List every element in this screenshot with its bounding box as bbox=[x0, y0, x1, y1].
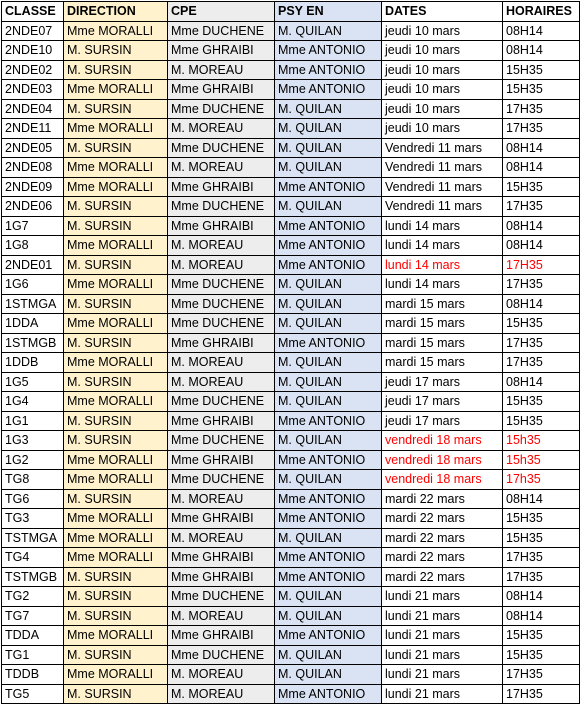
table-row bbox=[2, 41, 580, 61]
cell-cpe: M. MOREAU bbox=[168, 158, 275, 178]
cell-classe: TSTMGA bbox=[2, 528, 64, 548]
cell-cpe: M. MOREAU bbox=[168, 353, 275, 373]
cell-classe: TG8 bbox=[2, 470, 64, 490]
cell-date: mardi 15 mars bbox=[382, 333, 503, 353]
cell-direction: Mme MORALLI bbox=[64, 548, 168, 568]
cell-psy-en: Mme ANTONIO bbox=[275, 177, 382, 197]
cell-psy-en: M. QUILAN bbox=[275, 528, 382, 548]
cell-direction: M. SURSIN bbox=[64, 645, 168, 665]
table-row bbox=[2, 470, 580, 490]
cell-horaire: 08H14 bbox=[503, 587, 580, 607]
cell-psy-en: Mme ANTONIO bbox=[275, 60, 382, 80]
cell-horaire: 15H35 bbox=[503, 528, 580, 548]
cell-horaire: 15H35 bbox=[503, 645, 580, 665]
cell-date: lundi 21 mars bbox=[382, 587, 503, 607]
cell-date: jeudi 10 mars bbox=[382, 21, 503, 41]
table-row bbox=[2, 60, 580, 80]
cell-horaire: 17H35 bbox=[503, 353, 580, 373]
cell-direction: M. SURSIN bbox=[64, 606, 168, 626]
table-row bbox=[2, 567, 580, 587]
cell-horaire: 08H14 bbox=[503, 41, 580, 61]
cell-classe: 2NDE10 bbox=[2, 41, 64, 61]
cell-classe: 1G2 bbox=[2, 450, 64, 470]
cell-direction: M. SURSIN bbox=[64, 60, 168, 80]
cell-classe: 1DDB bbox=[2, 353, 64, 373]
cell-date: lundi 21 mars bbox=[382, 645, 503, 665]
table-row bbox=[2, 255, 580, 275]
cell-classe: 1G4 bbox=[2, 392, 64, 412]
cell-direction: Mme MORALLI bbox=[64, 528, 168, 548]
cell-cpe: Mme GHRAIBI bbox=[168, 450, 275, 470]
table-row bbox=[2, 21, 580, 41]
cell-psy-en: M. QUILAN bbox=[275, 645, 382, 665]
cell-cpe: M. MOREAU bbox=[168, 236, 275, 256]
table-row bbox=[2, 99, 580, 119]
cell-psy-en: M. QUILAN bbox=[275, 314, 382, 334]
table-row bbox=[2, 80, 580, 100]
cell-direction: Mme MORALLI bbox=[64, 353, 168, 373]
cell-cpe: M. MOREAU bbox=[168, 606, 275, 626]
cell-psy-en: Mme ANTONIO bbox=[275, 333, 382, 353]
cell-date: mardi 22 mars bbox=[382, 567, 503, 587]
cell-classe: TG5 bbox=[2, 684, 64, 704]
cell-classe: TDDA bbox=[2, 626, 64, 646]
cell-date: vendredi 18 mars bbox=[382, 470, 503, 490]
cell-date: jeudi 10 mars bbox=[382, 60, 503, 80]
cell-date: lundi 21 mars bbox=[382, 665, 503, 685]
cell-psy-en: M. QUILAN bbox=[275, 665, 382, 685]
cell-horaire: 17H35 bbox=[503, 99, 580, 119]
cell-psy-en: M. QUILAN bbox=[275, 606, 382, 626]
cell-psy-en: Mme ANTONIO bbox=[275, 411, 382, 431]
cell-horaire: 17H35 bbox=[503, 567, 580, 587]
cell-date: jeudi 10 mars bbox=[382, 80, 503, 100]
cell-cpe: M. MOREAU bbox=[168, 665, 275, 685]
table-row bbox=[2, 236, 580, 256]
cell-classe: 2NDE01 bbox=[2, 255, 64, 275]
cell-classe: TG4 bbox=[2, 548, 64, 568]
cell-psy-en: Mme ANTONIO bbox=[275, 80, 382, 100]
cell-psy-en: M. QUILAN bbox=[275, 431, 382, 451]
cell-psy-en: Mme ANTONIO bbox=[275, 41, 382, 61]
cell-date: jeudi 17 mars bbox=[382, 411, 503, 431]
table-row bbox=[2, 197, 580, 217]
cell-direction: Mme MORALLI bbox=[64, 275, 168, 295]
cell-psy-en: M. QUILAN bbox=[275, 372, 382, 392]
cell-psy-en: Mme ANTONIO bbox=[275, 509, 382, 529]
cell-cpe: Mme GHRAIBI bbox=[168, 626, 275, 646]
cell-horaire: 17H35 bbox=[503, 197, 580, 217]
cell-cpe: Mme GHRAIBI bbox=[168, 333, 275, 353]
cell-horaire: 08H14 bbox=[503, 216, 580, 236]
cell-classe: 1G5 bbox=[2, 372, 64, 392]
cell-psy-en: M. QUILAN bbox=[275, 294, 382, 314]
cell-horaire: 15H35 bbox=[503, 509, 580, 529]
cell-direction: M. SURSIN bbox=[64, 587, 168, 607]
cell-classe: 1G6 bbox=[2, 275, 64, 295]
cell-direction: Mme MORALLI bbox=[64, 21, 168, 41]
cell-cpe: Mme DUCHENE bbox=[168, 197, 275, 217]
cell-date: jeudi 17 mars bbox=[382, 372, 503, 392]
cell-direction: M. SURSIN bbox=[64, 138, 168, 158]
header-direction: DIRECTION bbox=[64, 2, 168, 22]
cell-horaire: 15H35 bbox=[503, 626, 580, 646]
cell-cpe: M. MOREAU bbox=[168, 60, 275, 80]
cell-direction: Mme MORALLI bbox=[64, 509, 168, 529]
cell-psy-en: Mme ANTONIO bbox=[275, 567, 382, 587]
table-row bbox=[2, 392, 580, 412]
cell-direction: Mme MORALLI bbox=[64, 392, 168, 412]
cell-date: mardi 15 mars bbox=[382, 294, 503, 314]
cell-date: vendredi 18 mars bbox=[382, 450, 503, 470]
cell-date: lundi 21 mars bbox=[382, 626, 503, 646]
cell-date: mardi 15 mars bbox=[382, 314, 503, 334]
cell-date: jeudi 10 mars bbox=[382, 99, 503, 119]
cell-date: Vendredi 11 mars bbox=[382, 197, 503, 217]
cell-date: mardi 22 mars bbox=[382, 489, 503, 509]
table-row bbox=[2, 294, 580, 314]
cell-horaire: 15h35 bbox=[503, 431, 580, 451]
cell-psy-en: M. QUILAN bbox=[275, 392, 382, 412]
cell-direction: Mme MORALLI bbox=[64, 158, 168, 178]
cell-psy-en: M. QUILAN bbox=[275, 470, 382, 490]
cell-horaire: 08H14 bbox=[503, 236, 580, 256]
cell-direction: M. SURSIN bbox=[64, 431, 168, 451]
cell-direction: Mme MORALLI bbox=[64, 450, 168, 470]
table-row bbox=[2, 509, 580, 529]
cell-classe: TG1 bbox=[2, 645, 64, 665]
cell-direction: M. SURSIN bbox=[64, 294, 168, 314]
cell-cpe: Mme GHRAIBI bbox=[168, 177, 275, 197]
cell-horaire: 17H35 bbox=[503, 665, 580, 685]
cell-date: jeudi 10 mars bbox=[382, 41, 503, 61]
cell-date: lundi 14 mars bbox=[382, 255, 503, 275]
cell-cpe: M. MOREAU bbox=[168, 372, 275, 392]
cell-cpe: Mme DUCHENE bbox=[168, 21, 275, 41]
cell-horaire: 17H35 bbox=[503, 548, 580, 568]
cell-psy-en: M. QUILAN bbox=[275, 99, 382, 119]
cell-direction: Mme MORALLI bbox=[64, 314, 168, 334]
table-row bbox=[2, 450, 580, 470]
table-row bbox=[2, 489, 580, 509]
cell-horaire: 15H35 bbox=[503, 60, 580, 80]
cell-direction: M. SURSIN bbox=[64, 255, 168, 275]
cell-classe: 2NDE07 bbox=[2, 21, 64, 41]
table-row bbox=[2, 216, 580, 236]
cell-cpe: Mme DUCHENE bbox=[168, 314, 275, 334]
cell-horaire: 17H35 bbox=[503, 275, 580, 295]
table-row bbox=[2, 275, 580, 295]
cell-cpe: Mme GHRAIBI bbox=[168, 411, 275, 431]
cell-classe: TG3 bbox=[2, 509, 64, 529]
cell-cpe: Mme DUCHENE bbox=[168, 99, 275, 119]
cell-horaire: 15H35 bbox=[503, 411, 580, 431]
table-row bbox=[2, 138, 580, 158]
cell-horaire: 17H35 bbox=[503, 255, 580, 275]
cell-cpe: Mme DUCHENE bbox=[168, 645, 275, 665]
cell-date: jeudi 17 mars bbox=[382, 392, 503, 412]
cell-direction: M. SURSIN bbox=[64, 333, 168, 353]
cell-date: lundi 14 mars bbox=[382, 216, 503, 236]
cell-psy-en: Mme ANTONIO bbox=[275, 489, 382, 509]
table-row bbox=[2, 684, 580, 704]
header-row bbox=[2, 2, 580, 22]
cell-horaire: 15H35 bbox=[503, 80, 580, 100]
cell-psy-en: M. QUILAN bbox=[275, 587, 382, 607]
cell-horaire: 08H14 bbox=[503, 372, 580, 392]
cell-classe: 1STMGA bbox=[2, 294, 64, 314]
cell-classe: TG6 bbox=[2, 489, 64, 509]
cell-direction: Mme MORALLI bbox=[64, 80, 168, 100]
cell-psy-en: M. QUILAN bbox=[275, 197, 382, 217]
cell-cpe: Mme DUCHENE bbox=[168, 294, 275, 314]
cell-psy-en: M. QUILAN bbox=[275, 138, 382, 158]
cell-horaire: 17H35 bbox=[503, 119, 580, 139]
cell-cpe: Mme GHRAIBI bbox=[168, 548, 275, 568]
table-row bbox=[2, 411, 580, 431]
cell-classe: 1G1 bbox=[2, 411, 64, 431]
cell-classe: 1G7 bbox=[2, 216, 64, 236]
cell-psy-en: M. QUILAN bbox=[275, 158, 382, 178]
table-row bbox=[2, 645, 580, 665]
cell-classe: TG7 bbox=[2, 606, 64, 626]
table-row bbox=[2, 333, 580, 353]
table-row bbox=[2, 353, 580, 373]
cell-date: lundi 21 mars bbox=[382, 684, 503, 704]
cell-psy-en: Mme ANTONIO bbox=[275, 216, 382, 236]
cell-classe: TG2 bbox=[2, 587, 64, 607]
table-row bbox=[2, 158, 580, 178]
cell-direction: M. SURSIN bbox=[64, 684, 168, 704]
table-row bbox=[2, 587, 580, 607]
cell-classe: 1STMGB bbox=[2, 333, 64, 353]
table-row bbox=[2, 665, 580, 685]
table-row bbox=[2, 548, 580, 568]
table-row bbox=[2, 372, 580, 392]
cell-horaire: 15H35 bbox=[503, 177, 580, 197]
cell-psy-en: Mme ANTONIO bbox=[275, 255, 382, 275]
cell-date: Vendredi 11 mars bbox=[382, 177, 503, 197]
cell-horaire: 17H35 bbox=[503, 333, 580, 353]
cell-direction: M. SURSIN bbox=[64, 41, 168, 61]
cell-horaire: 17H35 bbox=[503, 684, 580, 704]
cell-date: lundi 14 mars bbox=[382, 236, 503, 256]
cell-classe: TSTMGB bbox=[2, 567, 64, 587]
cell-psy-en: M. QUILAN bbox=[275, 275, 382, 295]
cell-date: mardi 22 mars bbox=[382, 548, 503, 568]
cell-cpe: M. MOREAU bbox=[168, 489, 275, 509]
header-classe: CLASSE bbox=[2, 2, 64, 22]
cell-horaire: 15H35 bbox=[503, 392, 580, 412]
table-row bbox=[2, 314, 580, 334]
schedule-table bbox=[1, 1, 580, 704]
cell-horaire: 08H14 bbox=[503, 606, 580, 626]
cell-horaire: 08H14 bbox=[503, 138, 580, 158]
cell-cpe: Mme GHRAIBI bbox=[168, 80, 275, 100]
cell-psy-en: Mme ANTONIO bbox=[275, 450, 382, 470]
cell-date: mardi 22 mars bbox=[382, 528, 503, 548]
cell-psy-en: Mme ANTONIO bbox=[275, 626, 382, 646]
cell-psy-en: Mme ANTONIO bbox=[275, 236, 382, 256]
cell-classe: 2NDE08 bbox=[2, 158, 64, 178]
cell-cpe: Mme GHRAIBI bbox=[168, 567, 275, 587]
cell-direction: Mme MORALLI bbox=[64, 236, 168, 256]
cell-psy-en: M. QUILAN bbox=[275, 21, 382, 41]
cell-date: jeudi 10 mars bbox=[382, 119, 503, 139]
cell-horaire: 08H14 bbox=[503, 489, 580, 509]
cell-direction: Mme MORALLI bbox=[64, 470, 168, 490]
cell-classe: 2NDE02 bbox=[2, 60, 64, 80]
cell-classe: 2NDE03 bbox=[2, 80, 64, 100]
table-row bbox=[2, 528, 580, 548]
cell-date: lundi 14 mars bbox=[382, 275, 503, 295]
cell-classe: 2NDE11 bbox=[2, 119, 64, 139]
cell-cpe: Mme DUCHENE bbox=[168, 138, 275, 158]
cell-psy-en: M. QUILAN bbox=[275, 353, 382, 373]
cell-classe: 2NDE04 bbox=[2, 99, 64, 119]
cell-psy-en: M. QUILAN bbox=[275, 119, 382, 139]
table-row bbox=[2, 119, 580, 139]
cell-direction: M. SURSIN bbox=[64, 197, 168, 217]
cell-classe: 1DDA bbox=[2, 314, 64, 334]
cell-horaire: 15h35 bbox=[503, 450, 580, 470]
cell-classe: 2NDE05 bbox=[2, 138, 64, 158]
cell-date: Vendredi 11 mars bbox=[382, 158, 503, 178]
cell-psy-en: Mme ANTONIO bbox=[275, 684, 382, 704]
cell-horaire: 08H14 bbox=[503, 294, 580, 314]
cell-cpe: M. MOREAU bbox=[168, 255, 275, 275]
cell-date: mardi 22 mars bbox=[382, 509, 503, 529]
cell-horaire: 17h35 bbox=[503, 470, 580, 490]
cell-horaire: 15H35 bbox=[503, 314, 580, 334]
cell-direction: Mme MORALLI bbox=[64, 626, 168, 646]
header-dates: DATES bbox=[382, 2, 503, 22]
cell-classe: 1G3 bbox=[2, 431, 64, 451]
cell-classe: 2NDE09 bbox=[2, 177, 64, 197]
cell-classe: 1G8 bbox=[2, 236, 64, 256]
cell-horaire: 08H14 bbox=[503, 158, 580, 178]
cell-cpe: Mme DUCHENE bbox=[168, 431, 275, 451]
cell-direction: M. SURSIN bbox=[64, 216, 168, 236]
header-horaires: HORAIRES bbox=[503, 2, 580, 22]
cell-date: vendredi 18 mars bbox=[382, 431, 503, 451]
cell-cpe: Mme DUCHENE bbox=[168, 587, 275, 607]
table-row bbox=[2, 606, 580, 626]
cell-direction: Mme MORALLI bbox=[64, 177, 168, 197]
cell-direction: M. SURSIN bbox=[64, 567, 168, 587]
cell-cpe: M. MOREAU bbox=[168, 684, 275, 704]
cell-cpe: Mme DUCHENE bbox=[168, 470, 275, 490]
cell-direction: Mme MORALLI bbox=[64, 119, 168, 139]
cell-cpe: Mme GHRAIBI bbox=[168, 41, 275, 61]
cell-classe: TDDB bbox=[2, 665, 64, 685]
header-cpe: CPE bbox=[168, 2, 275, 22]
cell-direction: M. SURSIN bbox=[64, 411, 168, 431]
cell-direction: M. SURSIN bbox=[64, 372, 168, 392]
cell-classe: 2NDE06 bbox=[2, 197, 64, 217]
cell-cpe: Mme GHRAIBI bbox=[168, 216, 275, 236]
cell-cpe: Mme DUCHENE bbox=[168, 275, 275, 295]
table-row bbox=[2, 626, 580, 646]
cell-cpe: M. MOREAU bbox=[168, 119, 275, 139]
cell-direction: Mme MORALLI bbox=[64, 665, 168, 685]
cell-psy-en: Mme ANTONIO bbox=[275, 548, 382, 568]
cell-cpe: Mme GHRAIBI bbox=[168, 509, 275, 529]
table-row bbox=[2, 177, 580, 197]
cell-horaire: 08H14 bbox=[503, 21, 580, 41]
cell-direction: M. SURSIN bbox=[64, 99, 168, 119]
cell-cpe: Mme DUCHENE bbox=[168, 392, 275, 412]
cell-date: mardi 15 mars bbox=[382, 353, 503, 373]
cell-direction: M. SURSIN bbox=[64, 489, 168, 509]
table-row bbox=[2, 431, 580, 451]
cell-date: lundi 21 mars bbox=[382, 606, 503, 626]
header-psy-en: PSY EN bbox=[275, 2, 382, 22]
cell-cpe: M. MOREAU bbox=[168, 528, 275, 548]
cell-date: Vendredi 11 mars bbox=[382, 138, 503, 158]
